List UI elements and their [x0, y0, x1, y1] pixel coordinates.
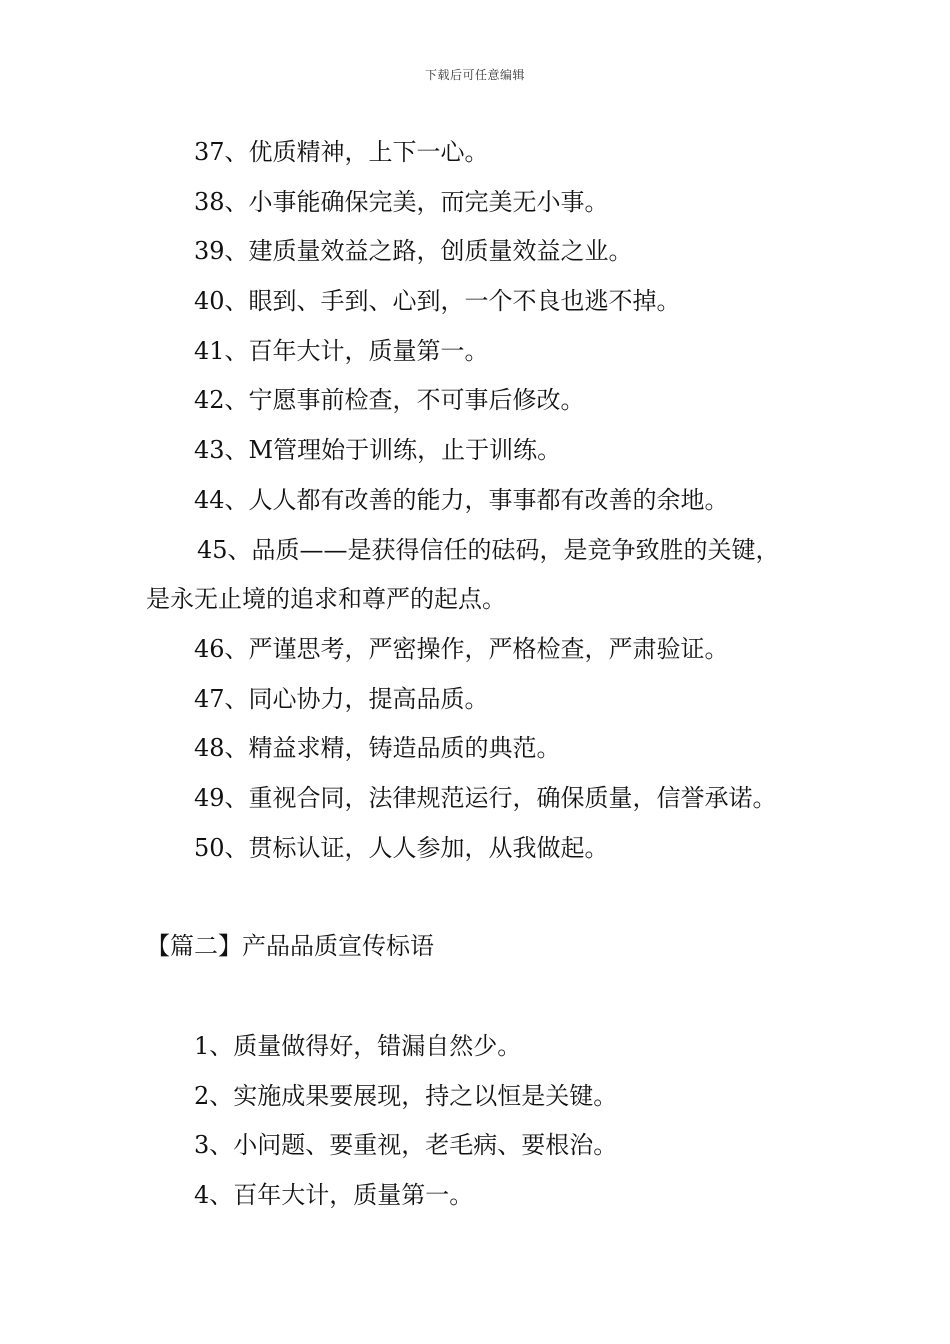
list-item: 49、重视合同，法律规范运行，确保质量，信誉承诺。: [194, 783, 777, 812]
list-item: 46、严谨思考，严密操作，严格检查，严肃验证。: [194, 634, 729, 663]
list-item: 43、M管理始于训练，止于训练。: [194, 436, 562, 465]
list-item: 41、百年大计，质量第一。: [194, 336, 489, 365]
list-item: 44、人人都有改善的能力，事事都有改善的余地。: [194, 485, 729, 514]
list-item: 47、同心协力，提高品质。: [194, 684, 489, 713]
slogan-list-2: [0, 1022, 950, 1221]
list-item: 39、建质量效益之路，创质量效益之业。: [194, 237, 633, 266]
list-item-continuation: 是永无止境的追求和尊严的起点。: [146, 585, 506, 614]
header-note: 下载后可任意编辑: [424, 68, 525, 82]
list-item: 40、眼到、手到、心到，一个不良也逃不掉。: [194, 287, 681, 316]
section-title: 【篇二】产品品质宣传标语: [146, 932, 434, 960]
list-item: 38、小事能确保完美，而完美无小事。: [194, 187, 609, 216]
list-item: 42、宁愿事前检查，不可事后修改。: [194, 386, 585, 415]
list-item: 50、贯标认证，人人参加，从我做起。: [194, 833, 609, 862]
list-item: 45、品质——是获得信任的砝码，是竞争致胜的关键，: [197, 535, 780, 564]
list-item: 37、优质精神，上下一心。: [194, 138, 489, 166]
slogan-list-1: [0, 128, 950, 873]
list-item: 1、质量做得好，错漏自然少。: [194, 1032, 522, 1060]
list-item: 2、实施成果要展现，持之以恒是关键。: [194, 1081, 618, 1110]
list-item: 3、小问题、要重视，老毛病、要根治。: [194, 1131, 618, 1160]
list-item: 4、百年大计，质量第一。: [194, 1181, 474, 1210]
list-item: 48、精益求精，铸造品质的典范。: [194, 734, 561, 763]
